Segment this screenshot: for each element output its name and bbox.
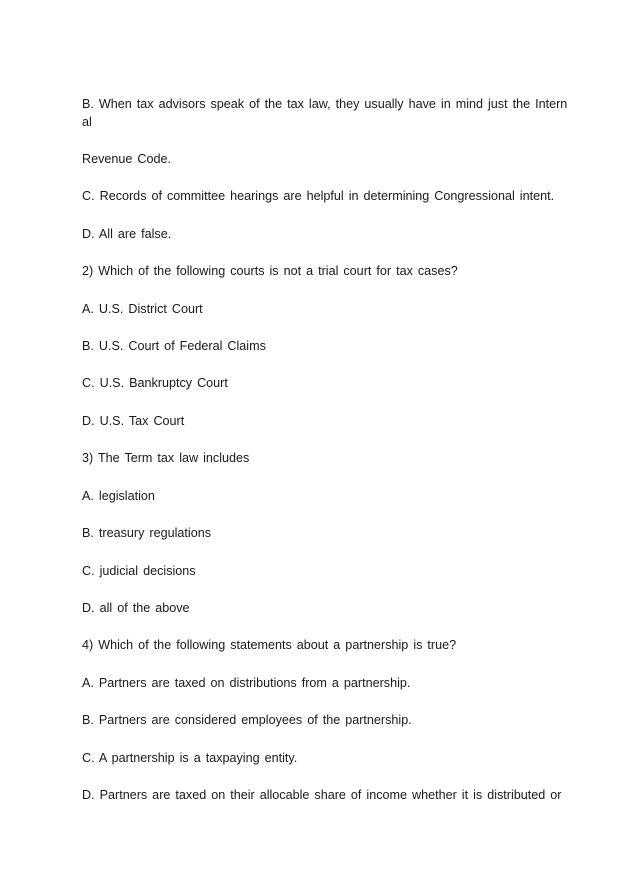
answer-b-q4: B. Partners are considered employees of the partnership. <box>82 713 412 727</box>
answer-c-q4: C. A partnership is a taxpaying entity. <box>82 751 298 765</box>
answer-d-q4: D. Partners are taxed on their allocable share of income whether it is distributed or <box>82 788 562 802</box>
answer-c-q3: C. judicial decisions <box>82 564 196 578</box>
answer-b-q2: B. U.S. Court of Federal Claims <box>82 339 266 353</box>
answer-a-q3: A. legislation <box>82 489 155 503</box>
answer-c-q1: C. Records of committee hearings are helpful in determining Congressional intent. <box>82 189 555 203</box>
answer-c-q2: C. U.S. Bankruptcy Court <box>82 376 228 390</box>
answer-b-q1-line1: B. When tax advisors speak of the tax law, they usually have in mind just the Intern <box>82 97 568 111</box>
answer-a-q2: A. U.S. District Court <box>82 302 203 316</box>
question-2: 2) Which of the following courts is not a trial court for tax cases? <box>82 264 458 278</box>
answer-d-q1: D. All are false. <box>82 227 172 241</box>
question-4: 4) Which of the following statements about a partnership is true? <box>82 638 457 652</box>
answer-d-q3: D. all of the above <box>82 601 190 615</box>
answer-b-q1-line3: Revenue Code. <box>82 152 172 166</box>
answer-b-q3: B. treasury regulations <box>82 526 211 540</box>
answer-a-q4: A. Partners are taxed on distributions from a partnership. <box>82 676 411 690</box>
question-3: 3) The Term tax law includes <box>82 451 250 465</box>
answer-b-q1-line2: al <box>82 115 92 129</box>
answer-d-q2: D. U.S. Tax Court <box>82 414 185 428</box>
